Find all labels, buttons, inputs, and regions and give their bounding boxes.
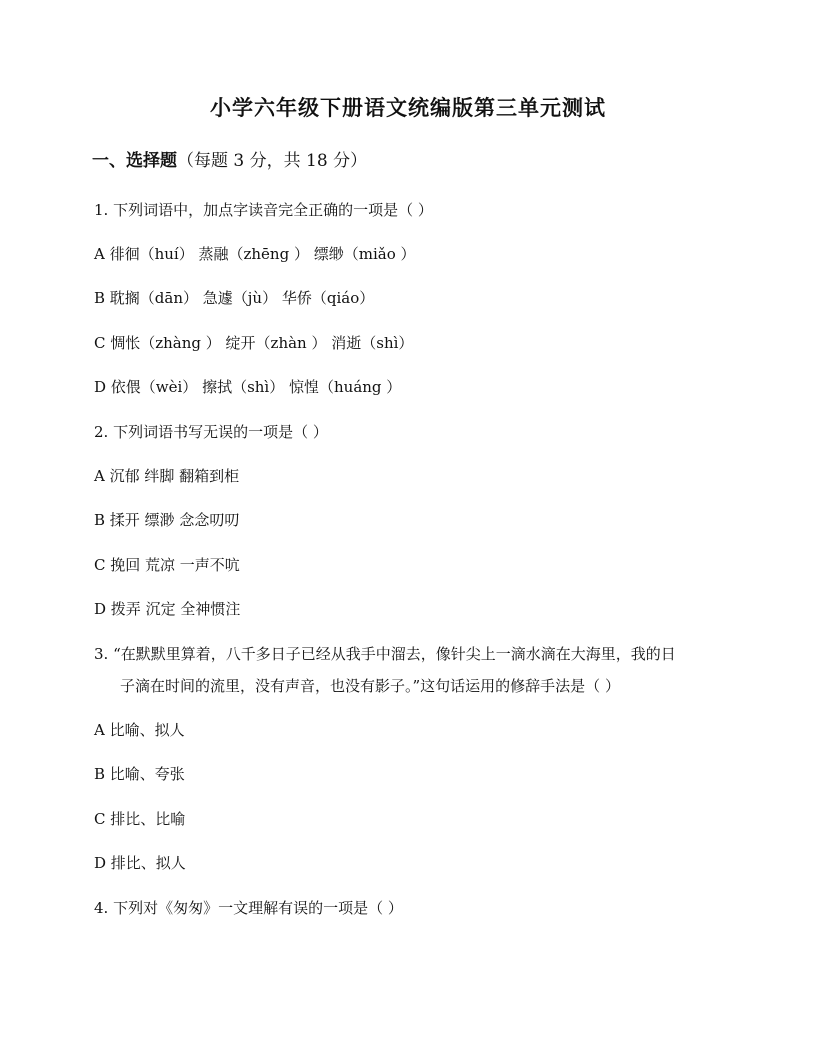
question-2-option-b: B 揉开 缥渺 念念叨叨 (94, 511, 240, 529)
question-1-stem: 1. 下列词语中，加点字读音完全正确的一项是（ ） (94, 201, 433, 219)
question-1-option-c: C 惆怅（zhàng ） 绽开（zhàn ） 消逝（shì） (94, 334, 414, 352)
question-1-option-b: B 耽搁（dān） 急遽（jù） 华侨（qiáo） (94, 289, 375, 307)
section-heading (92, 146, 367, 176)
document-title: 小学六年级下册语文统编版第三单元测试 (210, 95, 606, 120)
section-heading-note: （每题 3 分，共 18 分） (177, 151, 368, 171)
question-3-stem-line-1: 3. “在默默里算着，八千多日子已经从我手中溜去，像针尖上一滴水滴在大海里，我的日 (94, 645, 676, 663)
question-3-option-a: A 比喻、拟人 (94, 721, 185, 739)
section-heading-label: 一、选择题 (92, 151, 177, 171)
question-3-stem-line-2: 子滴在时间的流里，没有声音，也没有影子。”这句话运用的修辞手法是（ ） (120, 677, 620, 695)
question-1-option-d: D 依偎（wèi） 擦拭（shì） 惊惶（huáng ） (94, 378, 402, 396)
question-4-stem: 4. 下列对《匆匆》一文理解有误的一项是（ ） (94, 899, 403, 917)
question-2-option-c: C 挽回 荒凉 一声不吭 (94, 556, 240, 574)
question-3-option-d: D 排比、拟人 (94, 854, 186, 872)
question-2-option-d: D 拨弄 沉定 全神惯注 (94, 600, 241, 618)
question-3-option-b: B 比喻、夸张 (94, 765, 185, 783)
question-2-stem: 2. 下列词语书写无误的一项是（ ） (94, 423, 328, 441)
question-2-option-a: A 沉郁 绊脚 翻箱到柜 (94, 467, 240, 485)
question-1-option-a: A 徘徊（huí） 蒸融（zhēng ） 缥缈（miǎo ） (94, 245, 416, 263)
question-3-option-c: C 排比、比喻 (94, 810, 186, 828)
